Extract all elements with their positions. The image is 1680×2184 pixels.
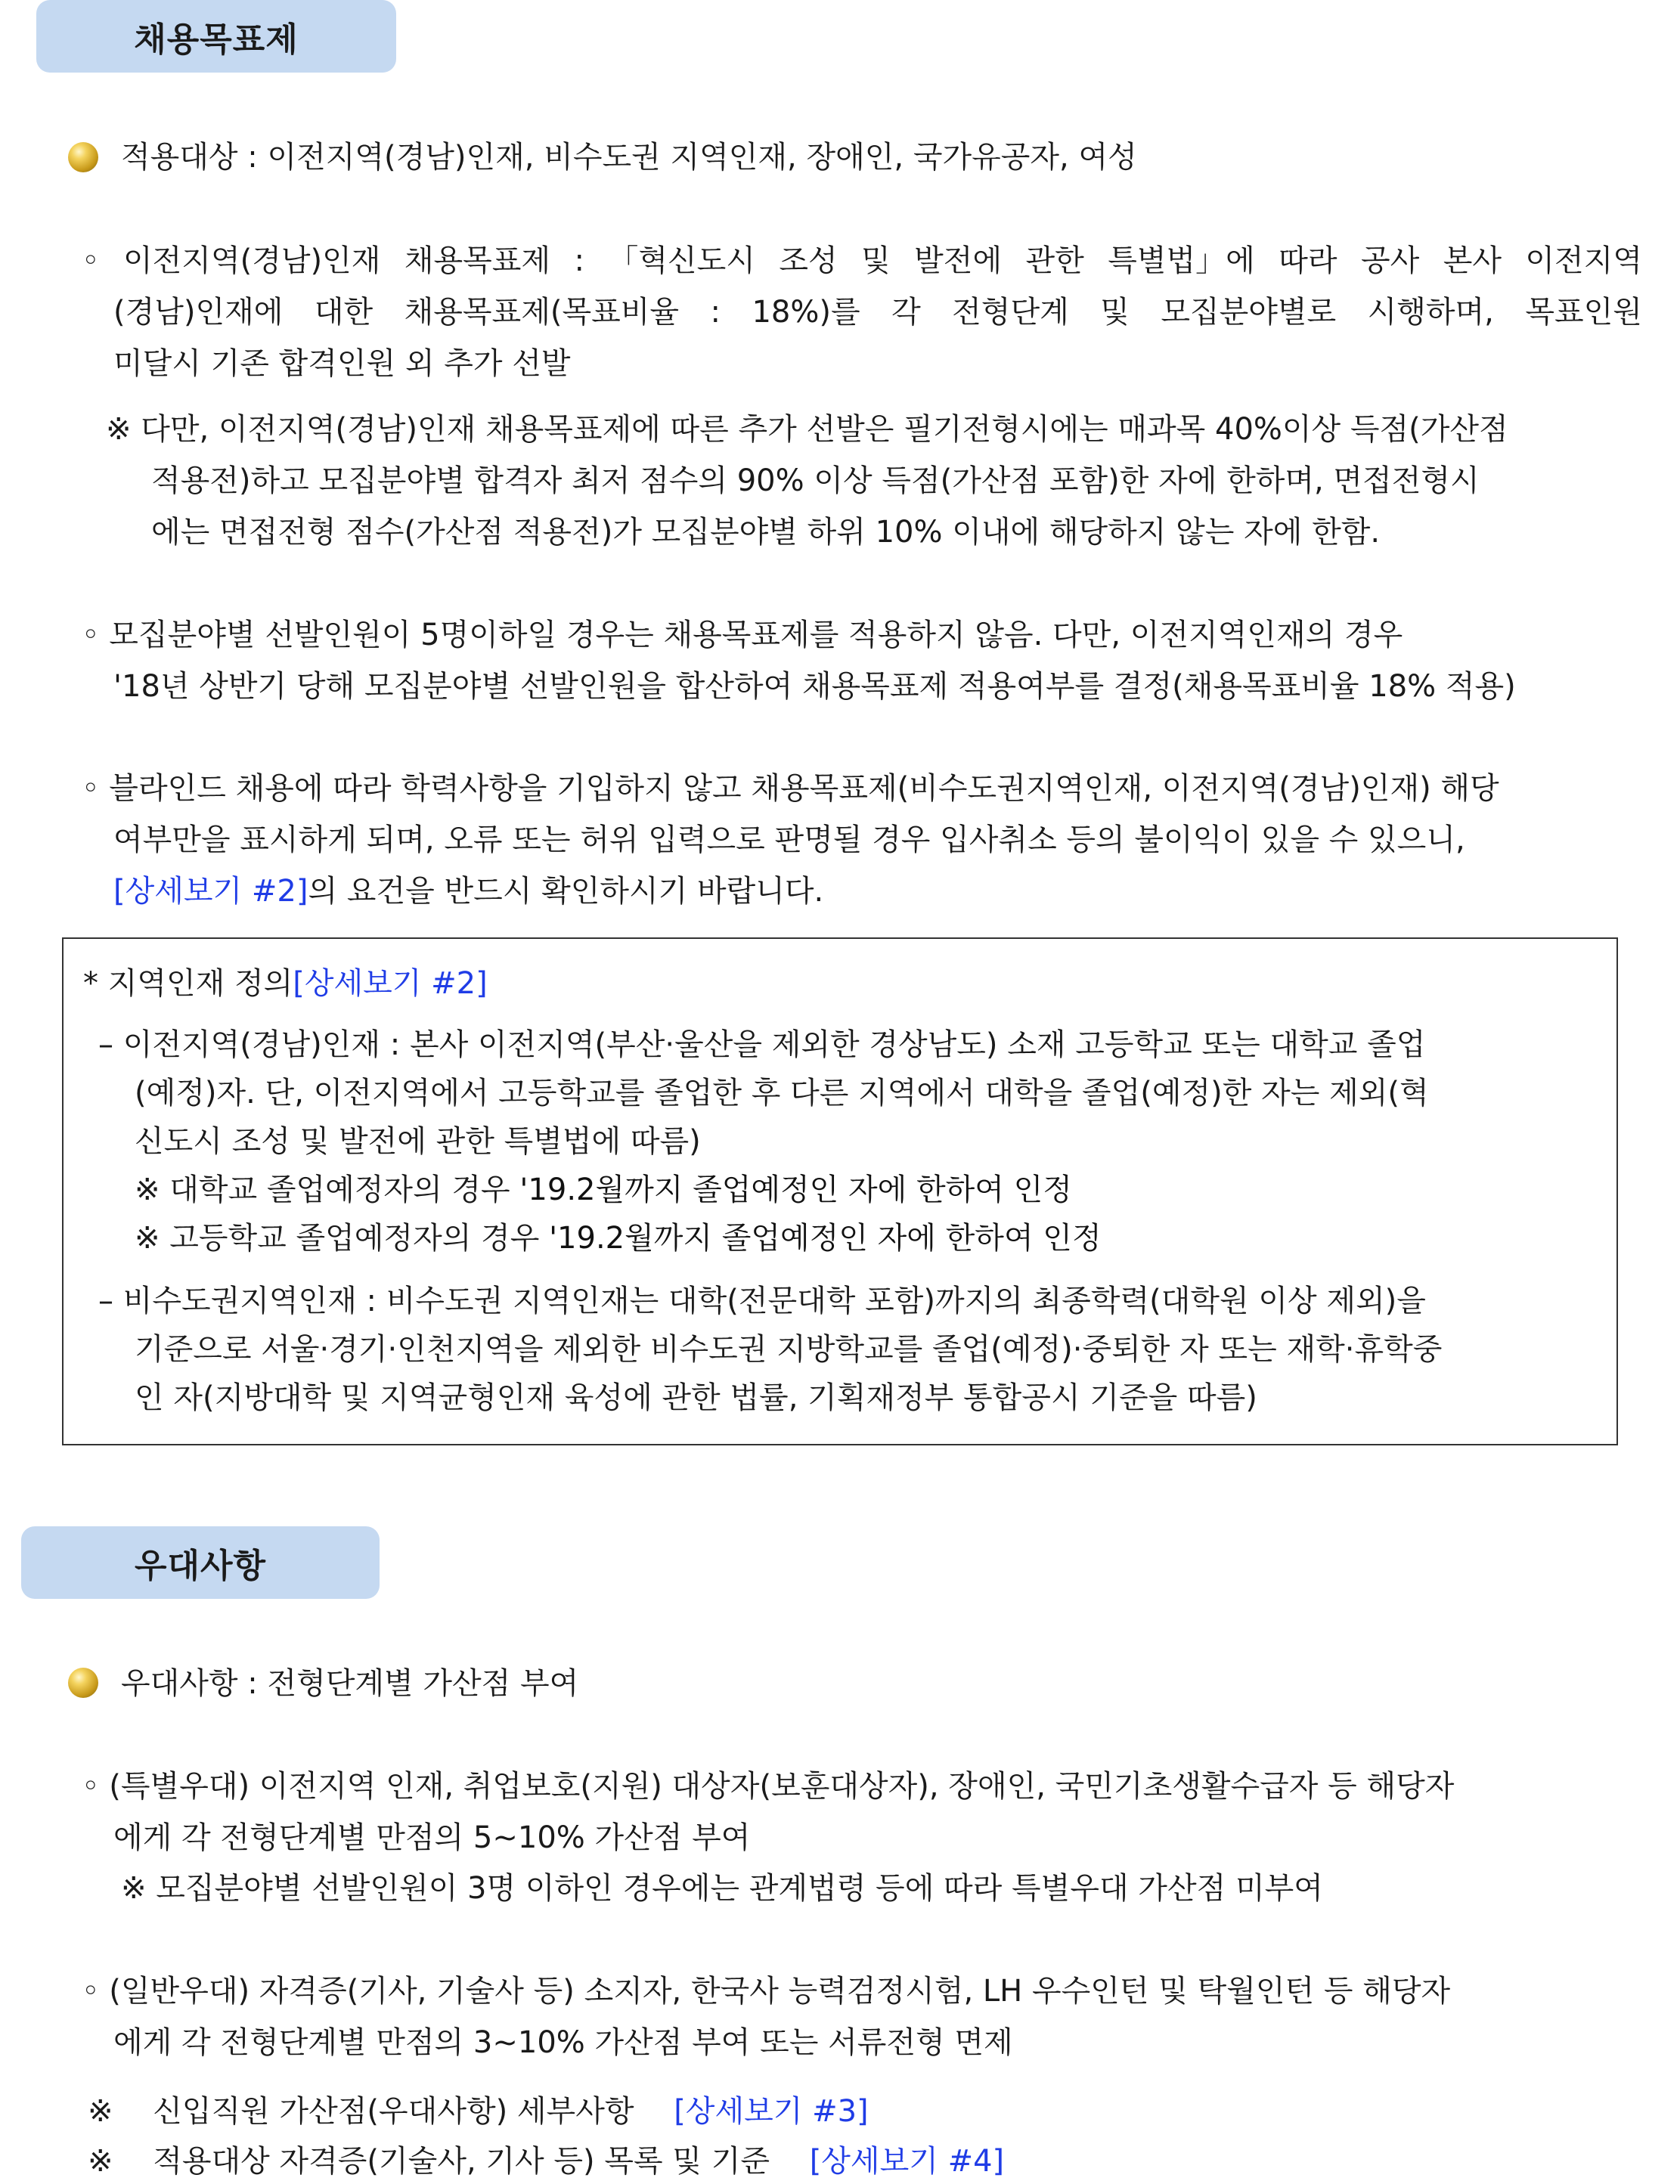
word: 조성 — [779, 243, 838, 278]
box-line: – 비수도권지역인재 : 비수도권 지역인재는 대학(전문대학 포함)까지의 최종학력(대학원 이상 제외)을 — [98, 1284, 1426, 1318]
box-note — [135, 1171, 1072, 1209]
word: : — [710, 295, 721, 330]
detail-link-3[interactable]: [상세보기 #3] — [674, 2094, 869, 2129]
word: 특별법」에 — [1108, 243, 1255, 278]
box-note — [135, 1219, 1102, 1257]
note-line: ※ 모집분야별 선발인원이 3명 이하인 경우에는 관계법령 등에 따라 특별우대 가산점 미부여 — [121, 1871, 1323, 1906]
word: 이전지역(경남)인재 — [123, 243, 381, 278]
paragraph-line: 에게 각 전형단계별 만점의 3~10% 가산점 부여 또는 서류전형 면제 — [113, 2025, 1013, 2060]
box-line: 신도시 조성 및 발전에 관한 특별법에 따름) — [135, 1124, 701, 1159]
paragraph-line: 미달시 기존 합격인원 외 추가 선발 — [113, 346, 571, 381]
paragraph-line — [113, 293, 1642, 331]
word: (경남)인재에 — [113, 295, 284, 330]
paragraph-line — [82, 242, 1642, 280]
word: 모집분야별로 — [1161, 295, 1337, 330]
box-heading-text: * 지역인재 정의 — [83, 966, 293, 1001]
box-note-text: ※ 대학교 졸업예정자의 경우 — [135, 1173, 520, 1207]
box-note-strong: '19.2월까지 졸업예정인 자에 한하여 인정 — [549, 1221, 1102, 1256]
word: 및 — [1100, 295, 1130, 330]
note-mark: ※ — [88, 2144, 113, 2179]
box-line: 기준으로 서울·경기·인천지역을 제외한 비수도권 지방학교를 졸업(예정)·중퇴한 자 또는 재학·휴학중 — [135, 1332, 1443, 1367]
paragraph-line — [113, 872, 823, 910]
paragraph-line: 에게 각 전형단계별 만점의 5~10% 가산점 부여 — [113, 1820, 751, 1855]
word: 목표인원 — [1525, 295, 1642, 330]
word: 및 — [861, 243, 891, 278]
word: 전형단계 — [952, 295, 1069, 330]
word: 공사 — [1360, 243, 1420, 278]
word: 대한 — [314, 295, 374, 330]
note-row — [88, 2093, 869, 2130]
word: 따라 — [1279, 243, 1337, 278]
paragraph-line: ◦ (일반우대) 자격증(기사, 기술사 등) 소지자, 한국사 능력검정시험, LH 우수인턴 및 탁월인턴 등 해당자 — [82, 1974, 1451, 2009]
preference-bullet — [121, 1665, 578, 1702]
preference-label: 우대사항 : — [121, 1666, 268, 1701]
paragraph-line: ◦ (특별우대) 이전지역 인재, 취업보호(지원) 대상자(보훈대상자), 장애인, 국민기초생활수급자 등 해당자 — [82, 1769, 1455, 1804]
detail-link-2[interactable]: [상세보기 #2] — [113, 874, 308, 909]
note-line: 에는 면접전형 점수(가산점 적용전)가 모집분야별 하위 10% 이내에 해당하지 않는 자에 한함. — [151, 515, 1381, 550]
preference-text: 전형단계별 가산점 부여 — [267, 1666, 579, 1701]
note-mark: ※ — [88, 2094, 113, 2129]
note-line: 적용전)하고 모집분야별 합격자 최저 점수의 90% 이상 득점(가산점 포함)한 자에 한하며, 면접전형시 — [151, 463, 1480, 498]
detail-link-2-box[interactable]: [상세보기 #2] — [293, 966, 488, 1001]
word: 본사 — [1443, 243, 1502, 278]
bullet-ball-icon — [68, 142, 98, 172]
bullet-ball-icon — [68, 1668, 98, 1698]
paragraph-line: ◦ 모집분야별 선발인원이 5명이하일 경우는 채용목표제를 적용하지 않음. 다만, 이전지역인재의 경우 — [82, 618, 1403, 652]
word: 채용목표제(목표비율 — [404, 295, 680, 330]
word: : — [574, 243, 584, 278]
paragraph-text: 의 요건을 반드시 확인하시기 바랍니다. — [308, 874, 824, 909]
box-note-strong: '19.2월까지 졸업예정인 자에 한하여 인정 — [519, 1173, 1072, 1207]
box-note-text: ※ 고등학교 졸업예정자의 경우 — [135, 1221, 550, 1256]
word: ◦ — [82, 243, 100, 278]
detail-link-4[interactable]: [상세보기 #4] — [809, 2144, 1005, 2179]
box-line: – 이전지역(경남)인재 : 본사 이전지역(부산·울산을 제외한 경상남도) 소재 고등학교 또는 대학교 졸업 — [98, 1027, 1426, 1062]
note-line: ※ 다만, 이전지역(경남)인재 채용목표제에 따른 추가 선발은 필기전형시에는 매과목 40%이상 득점(가산점 — [106, 412, 1508, 447]
section-title-preferences: 우대사항 — [21, 1526, 380, 1599]
word: 채용목표제 — [404, 243, 551, 278]
word: 시행하며, — [1367, 295, 1494, 330]
word: 「혁신도시 — [608, 243, 755, 278]
word: 18%)를 — [752, 295, 860, 330]
paragraph-line: '18년 상반기 당해 모집분야별 선발인원을 합산하여 채용목표제 적용여부를 결정(채용목표비율 18% 적용) — [113, 669, 1516, 704]
paragraph-line: ◦ 블라인드 채용에 따라 학력사항을 기입하지 않고 채용목표제(비수도권지역인재, 이전지역(경남)인재) 해당 — [82, 771, 1499, 806]
section-title-hiring-target: 채용목표제 — [36, 0, 396, 73]
word: 관한 — [1025, 243, 1084, 278]
box-heading — [83, 965, 488, 1002]
word: 이전지역 — [1525, 243, 1642, 278]
note-row — [88, 2142, 1004, 2180]
note-text: 신입직원 가산점(우대사항) 세부사항 — [153, 2094, 634, 2129]
box-line: (예정)자. 단, 이전지역에서 고등학교를 졸업한 후 다른 지역에서 대학을 졸업(예정)한 자는 제외(혁 — [135, 1076, 1429, 1111]
paragraph-line: 여부만을 표시하게 되며, 오류 또는 허위 입력으로 판명될 경우 입사취소 등의 불이익이 있을 수 있으니, — [113, 822, 1465, 857]
box-line: 인 자(지방대학 및 지역균형인재 육성에 관한 법률, 기획재정부 통합공시 기준을 따름) — [135, 1380, 1257, 1415]
word: 발전에 — [914, 243, 1003, 278]
word: 각 — [891, 295, 921, 330]
target-scope-text: 적용대상 : 이전지역(경남)인재, 비수도권 지역인재, 장애인, 국가유공자, 여성 — [121, 140, 1137, 175]
note-text: 적용대상 자격증(기술사, 기사 등) 목록 및 기준 — [153, 2144, 770, 2179]
